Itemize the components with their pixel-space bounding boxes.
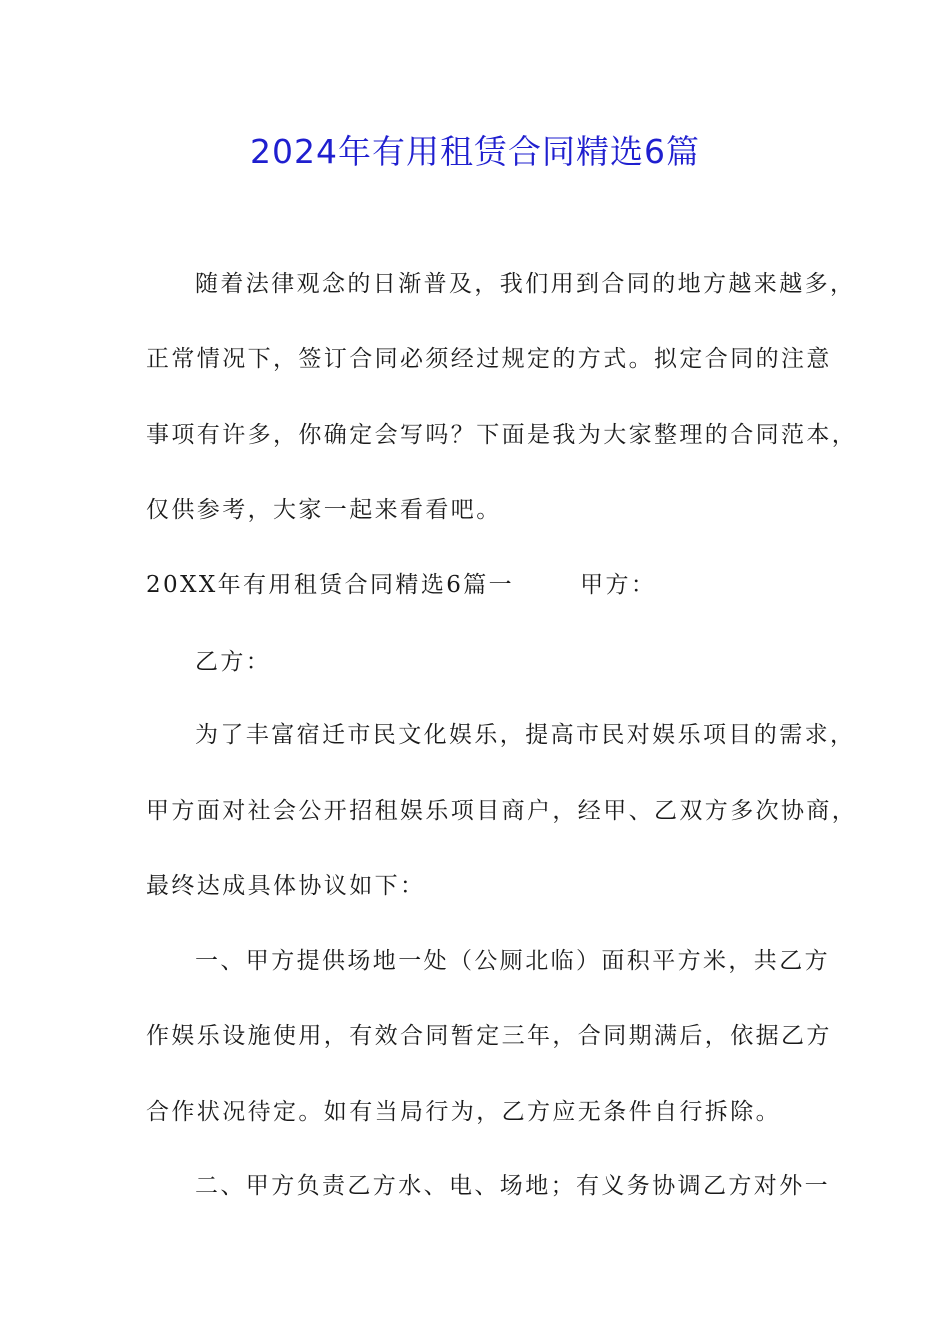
party-a-label: 甲方： [580, 572, 657, 598]
clause-line: 合作状况待定。如有当局行为，乙方应无条件自行拆除。 [146, 1099, 781, 1125]
party-b-label: 乙方： [195, 649, 272, 675]
paragraph-line: 最终达成具体协议如下： [146, 873, 426, 899]
paragraph-line: 仅供参考，大家一起来看看吧。 [146, 497, 502, 523]
paragraph-line: 正常情况下，签订合同必须经过规定的方式。拟定合同的注意 [146, 346, 832, 372]
clause-line: 二、甲方负责乙方水、电、场地；有义务协调乙方对外一 [195, 1173, 830, 1199]
paragraph-line: 为了丰富宿迁市民文化娱乐，提高市民对娱乐项目的需求， [195, 722, 856, 748]
page-title: 2024年有用租赁合同精选6篇 [250, 132, 700, 171]
paragraph-line: 随着法律观念的日渐普及，我们用到合同的地方越来越多， [195, 271, 856, 297]
clause-line: 作娱乐设施使用，有效合同暂定三年，合同期满后，依据乙方 [146, 1023, 832, 1049]
clause-line: 一、甲方提供场地一处（公厕北临）面积平方米，共乙方 [195, 948, 830, 974]
paragraph-line: 甲方面对社会公开招租娱乐项目商户，经甲、乙双方多次协商， [146, 798, 858, 824]
section-heading: 20XX年有用租赁合同精选6篇一 [146, 572, 515, 598]
paragraph-line: 事项有许多，你确定会写吗？下面是我为大家整理的合同范本， [146, 422, 858, 448]
section-heading-line [146, 569, 656, 601]
